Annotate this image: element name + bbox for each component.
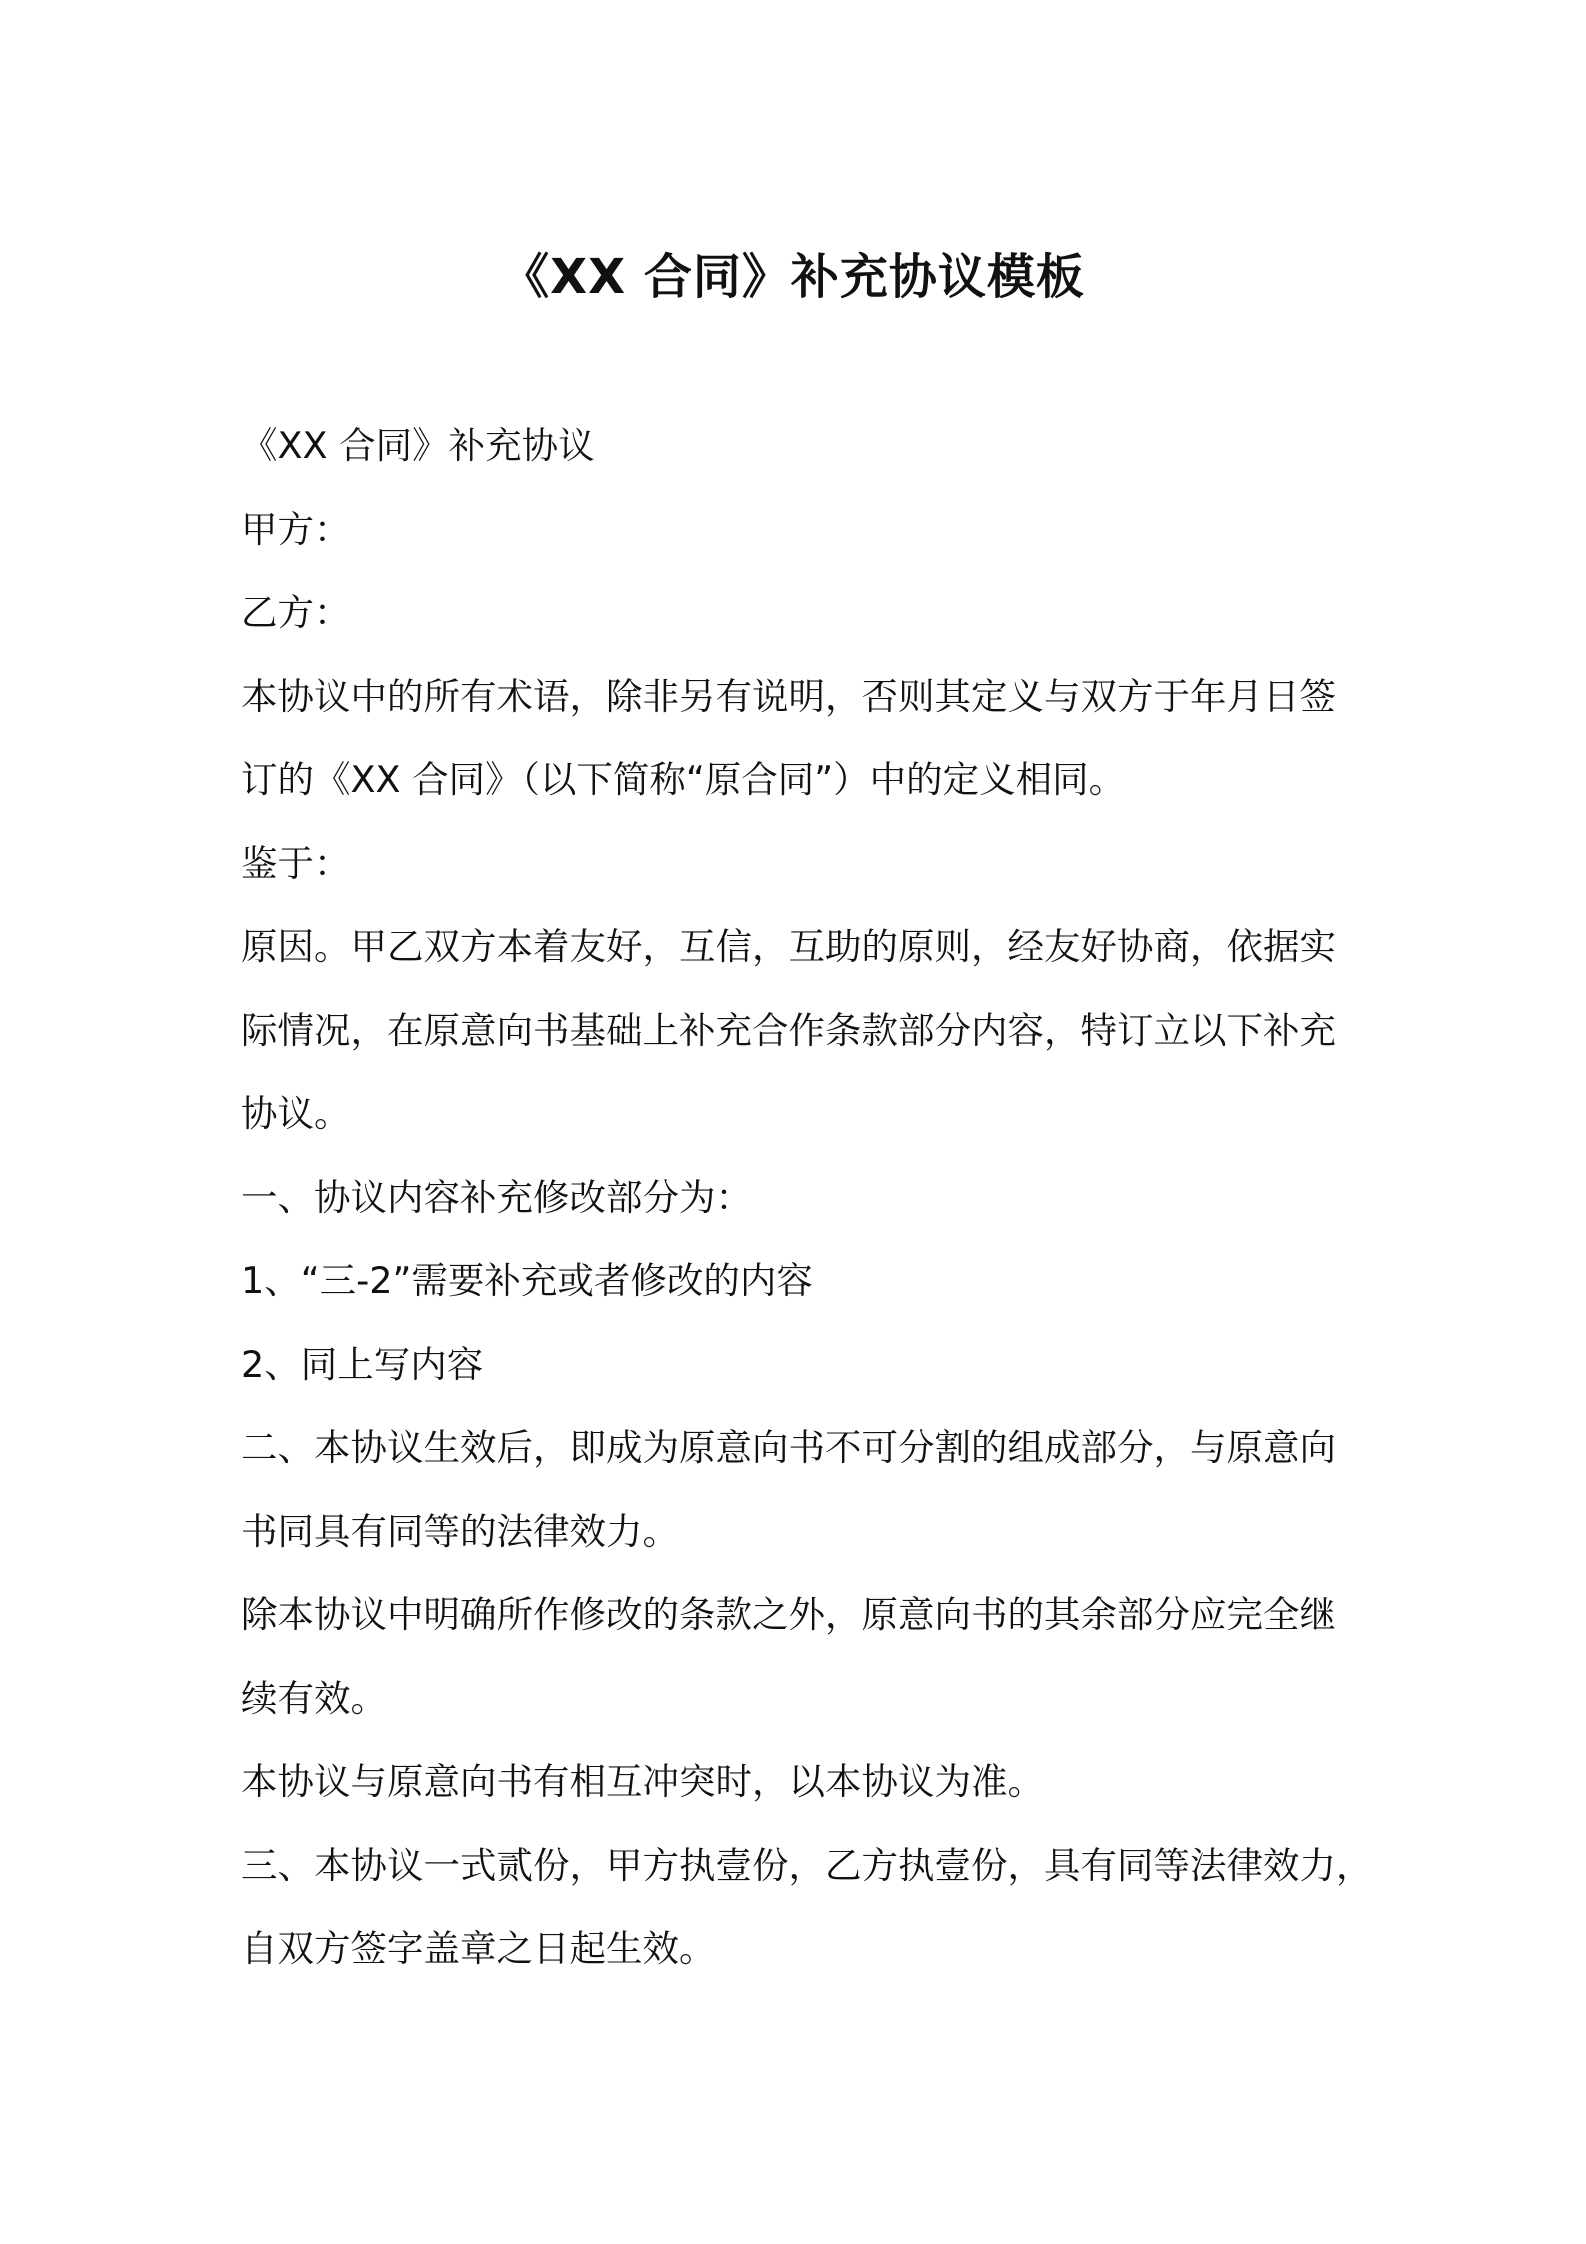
whereas-line: 鉴于： xyxy=(241,841,351,885)
document-title: 《XX 合同》补充协议模板 xyxy=(501,249,1085,306)
clause-three-line-2: 自双方签字盖章之日起生效。 xyxy=(241,1927,716,1970)
party-b-line: 乙方： xyxy=(241,591,351,634)
remaining-validity-line-1: 除本协议中明确所作修改的条款之外，原意向书的其余部分应完全继 xyxy=(241,1593,1336,1636)
clause-one-heading: 一、协议内容补充修改部分为： xyxy=(241,1175,752,1219)
reason-line-2: 际情况，在原意向书基础上补充合作条款部分内容，特订立以下补充 xyxy=(241,1008,1336,1052)
document-body xyxy=(241,404,1373,1991)
agreement-heading: 《XX 合同》补充协议 xyxy=(241,424,595,467)
clause-one-item-1: 1、“三-2”需要补充或者修改的内容 xyxy=(241,1259,813,1302)
clause-three-line-1: 三、本协议一式贰份，甲方执壹份，乙方执壹份，具有同等法律效力， xyxy=(241,1843,1373,1887)
definitions-line-2: 订的《XX 合同》（以下简称“原合同”）中的定义相同。 xyxy=(241,758,1126,801)
party-a-line: 甲方： xyxy=(241,507,351,551)
remaining-validity-line-2: 续有效。 xyxy=(241,1676,387,1720)
conflict-rule-line: 本协议与原意向书有相互冲突时，以本协议为准。 xyxy=(241,1760,1044,1803)
clause-two-line-1: 二、本协议生效后，即成为原意向书不可分割的组成部分，与原意向 xyxy=(241,1426,1336,1469)
clause-one-item-2: 2、同上写内容 xyxy=(241,1342,484,1386)
clause-two-line-2: 书同具有同等的法律效力。 xyxy=(241,1509,679,1553)
definitions-line-1: 本协议中的所有术语，除非另有说明，否则其定义与双方于年月日签 xyxy=(241,674,1336,718)
reason-line-3: 协议。 xyxy=(241,1092,351,1135)
reason-line-1: 原因。甲乙双方本着友好，互信，互助的原则，经友好协商，依据实 xyxy=(241,925,1336,968)
